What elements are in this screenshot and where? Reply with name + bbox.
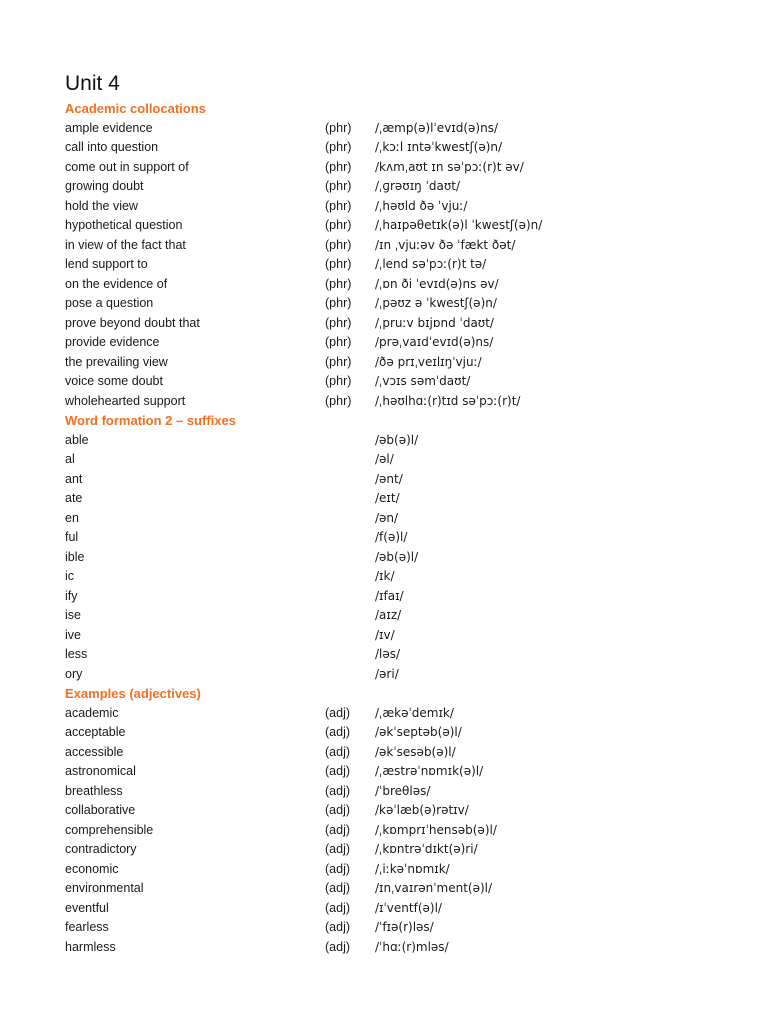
vocab-entry [0, 879, 768, 899]
entry-part-of-speech: (adj) [325, 803, 351, 817]
entry-pronunciation: /ˌkɔːl ɪntəˈkwestʃ(ə)n/ [375, 140, 503, 154]
entry-pronunciation: /əl/ [375, 452, 394, 466]
entry-word: call into question [65, 140, 159, 154]
entry-part-of-speech: (phr) [325, 335, 352, 349]
entry-pronunciation: /ənt/ [375, 471, 403, 486]
entry-word: voice some doubt [65, 374, 163, 388]
vocab-entry [0, 626, 768, 646]
entry-pronunciation: /ˌæmp(ə)lˈevɪd(ə)ns/ [375, 120, 499, 135]
entry-word: lend support to [65, 257, 148, 271]
unit-title: Unit 4 [65, 72, 120, 95]
entry-part-of-speech: (adj) [325, 881, 351, 895]
entry-part-of-speech: (phr) [325, 257, 352, 271]
entry-word: breathless [65, 783, 123, 798]
entry-pronunciation: /ˌlend səˈpɔː(r)t tə/ [375, 257, 487, 271]
entry-word: al [65, 452, 75, 466]
entry-word: astronomical [65, 764, 136, 778]
entry-word: hold the view [65, 198, 138, 213]
entry-part-of-speech: (phr) [325, 374, 352, 388]
entry-part-of-speech: (phr) [325, 218, 352, 232]
section-heading: Word formation 2 – suffixes [65, 413, 236, 428]
vocab-entry [0, 899, 768, 919]
vocab-entry [0, 509, 768, 529]
entry-part-of-speech: (adj) [325, 920, 351, 934]
entry-word: ory [65, 666, 83, 681]
entry-pronunciation: /ɪk/ [375, 569, 395, 583]
entry-word: academic [65, 705, 119, 720]
entry-word: less [65, 647, 88, 661]
vocab-entry [0, 236, 768, 256]
vocab-entry [0, 314, 768, 334]
entry-pronunciation: /ˌpruːv bɪjɒnd ˈdaʊt/ [375, 315, 494, 330]
entry-pronunciation: /aɪz/ [375, 608, 402, 622]
vocab-entry [0, 431, 768, 451]
entry-pronunciation: /ɪn ˌvjuːəv ðə ˈfækt ðət/ [375, 237, 516, 252]
entry-pronunciation: /əb(ə)l/ [375, 432, 419, 447]
vocab-entry [0, 762, 768, 782]
entry-word: hypothetical question [65, 218, 183, 232]
entry-pronunciation: /ɪˈventf(ə)l/ [375, 900, 442, 915]
entry-pronunciation: /f(ə)l/ [375, 530, 408, 544]
vocab-entry [0, 138, 768, 158]
entry-word: ful [65, 530, 79, 544]
vocab-entry [0, 353, 768, 373]
entry-word: ive [65, 627, 81, 642]
entry-word: provide evidence [65, 335, 160, 349]
entry-pronunciation: /əkˈsesəb(ə)l/ [375, 744, 456, 759]
vocab-entry [0, 119, 768, 139]
vocab-entry [0, 782, 768, 802]
entry-word: en [65, 510, 79, 525]
vocab-entry [0, 548, 768, 568]
vocab-entry [0, 197, 768, 217]
vocab-entry [0, 606, 768, 626]
entry-word: contradictory [65, 842, 137, 856]
entry-part-of-speech: (phr) [325, 354, 352, 369]
vocab-entry [0, 938, 768, 958]
entry-part-of-speech: (phr) [325, 393, 352, 408]
entry-word: able [65, 432, 89, 447]
entry-word: ify [65, 588, 78, 603]
entry-pronunciation: /ləs/ [375, 647, 401, 661]
entry-word: economic [65, 861, 119, 876]
vocab-entry [0, 587, 768, 607]
vocab-entry [0, 392, 768, 412]
entry-pronunciation: /əkˈseptəb(ə)l/ [375, 725, 462, 739]
entry-pronunciation: /ˌhaɪpəθetɪk(ə)l ˈkwestʃ(ə)n/ [375, 218, 543, 232]
entry-word: ic [65, 569, 75, 583]
entry-word: ate [65, 491, 83, 505]
entry-part-of-speech: (adj) [325, 764, 351, 778]
entry-word: fearless [65, 920, 109, 934]
section-heading: Academic collocations [65, 101, 206, 116]
entry-word: prove beyond doubt that [65, 315, 200, 330]
entry-part-of-speech: (adj) [325, 842, 351, 856]
entry-pronunciation: /ɪfaɪ/ [375, 588, 404, 603]
entry-pronunciation: /ˈhɑː(r)mləs/ [375, 939, 449, 954]
entry-pronunciation: /əri/ [375, 666, 399, 681]
entry-pronunciation: /ˌpəʊz ə ˈkwestʃ(ə)n/ [375, 296, 497, 310]
vocab-entry [0, 704, 768, 724]
entry-part-of-speech: (phr) [325, 179, 352, 193]
vocab-entry [0, 528, 768, 548]
entry-word: collaborative [65, 803, 136, 817]
vocab-entry [0, 918, 768, 938]
entry-part-of-speech: (adj) [325, 744, 351, 759]
entry-word: environmental [65, 881, 144, 895]
vocab-entry [0, 470, 768, 490]
vocab-entry [0, 801, 768, 821]
entry-pronunciation: /ˌiːkəˈnɒmɪk/ [375, 861, 450, 876]
vocab-entry [0, 177, 768, 197]
entry-word: come out in support of [65, 159, 189, 174]
entry-pronunciation: /ˌɡrəʊɪŋ ˈdaʊt/ [375, 179, 460, 193]
vocab-entry [0, 821, 768, 841]
vocab-entry [0, 567, 768, 587]
entry-part-of-speech: (phr) [325, 296, 352, 310]
entry-pronunciation: /ˌkɒmprɪˈhensəb(ə)l/ [375, 822, 497, 837]
vocab-entry [0, 860, 768, 880]
entry-word: harmless [65, 939, 116, 954]
vocab-entry [0, 255, 768, 275]
entry-pronunciation: /eɪt/ [375, 491, 400, 505]
entry-pronunciation: /ˌhəʊlhɑː(r)tɪd səˈpɔː(r)t/ [375, 393, 521, 408]
entry-pronunciation: /ˌæstrəˈnɒmɪk(ə)l/ [375, 764, 484, 778]
entry-pronunciation: /ˌkɒntrəˈdɪkt(ə)ri/ [375, 842, 478, 856]
entry-pronunciation: /ən/ [375, 510, 399, 525]
vocab-entry [0, 294, 768, 314]
entry-pronunciation: /kʌmˌaʊt ɪn səˈpɔː(r)t əv/ [375, 159, 524, 174]
entry-word: in view of the fact that [65, 237, 186, 252]
entry-pronunciation: /əb(ə)l/ [375, 549, 419, 564]
entry-word: ample evidence [65, 120, 153, 135]
entry-part-of-speech: (adj) [325, 783, 351, 798]
vocab-entry [0, 333, 768, 353]
vocab-entry [0, 158, 768, 178]
vocab-entry [0, 645, 768, 665]
entry-part-of-speech: (phr) [325, 276, 352, 291]
entry-part-of-speech: (adj) [325, 725, 351, 739]
entry-word: ible [65, 549, 85, 564]
section-heading: Examples (adjectives) [65, 686, 201, 701]
vocab-entry [0, 275, 768, 295]
entry-word: pose a question [65, 296, 154, 310]
entry-word: ant [65, 471, 83, 486]
vocab-entry [0, 723, 768, 743]
entry-pronunciation: /kəˈlæb(ə)rətɪv/ [375, 803, 469, 817]
entry-pronunciation: /ˌɒn ði ˈevɪd(ə)ns əv/ [375, 276, 499, 291]
vocab-entry [0, 489, 768, 509]
entry-part-of-speech: (adj) [325, 861, 351, 876]
entry-pronunciation: /ˌækəˈdemɪk/ [375, 705, 454, 720]
entry-pronunciation: /ɪv/ [375, 627, 395, 642]
entry-part-of-speech: (phr) [325, 120, 352, 135]
entry-word: the prevailing view [65, 354, 168, 369]
entry-word: comprehensible [65, 822, 154, 837]
entry-pronunciation: /ˈfɪə(r)ləs/ [375, 920, 434, 934]
entry-word: acceptable [65, 725, 126, 739]
vocab-entry [0, 743, 768, 763]
entry-part-of-speech: (adj) [325, 705, 351, 720]
entry-pronunciation: /ˌhəʊld ðə ˈvjuː/ [375, 198, 468, 213]
entry-pronunciation: /ɪnˌvaɪrənˈment(ə)l/ [375, 881, 493, 895]
entry-part-of-speech: (adj) [325, 900, 351, 915]
entry-part-of-speech: (phr) [325, 237, 352, 252]
entry-word: on the evidence of [65, 276, 168, 291]
vocab-entry [0, 450, 768, 470]
entry-word: eventful [65, 900, 109, 915]
entry-part-of-speech: (adj) [325, 822, 351, 837]
entry-part-of-speech: (phr) [325, 315, 352, 330]
vocab-entry [0, 372, 768, 392]
vocab-entry [0, 840, 768, 860]
entry-word: growing doubt [65, 179, 144, 193]
entry-part-of-speech: (phr) [325, 198, 352, 213]
entry-word: ise [65, 608, 81, 622]
entry-pronunciation: /prəˌvaɪdˈevɪd(ə)ns/ [375, 335, 494, 349]
entry-part-of-speech: (phr) [325, 159, 352, 174]
entry-pronunciation: /ˌvɔɪs səmˈdaʊt/ [375, 374, 471, 388]
vocab-entry [0, 216, 768, 236]
entry-word: wholehearted support [65, 393, 186, 408]
entry-pronunciation: /ðə prɪˌveɪlɪŋˈvjuː/ [375, 354, 482, 369]
entry-word: accessible [65, 744, 124, 759]
vocab-entry [0, 665, 768, 685]
entry-part-of-speech: (phr) [325, 140, 352, 154]
entry-pronunciation: /ˈbreθləs/ [375, 783, 431, 798]
entry-part-of-speech: (adj) [325, 939, 351, 954]
